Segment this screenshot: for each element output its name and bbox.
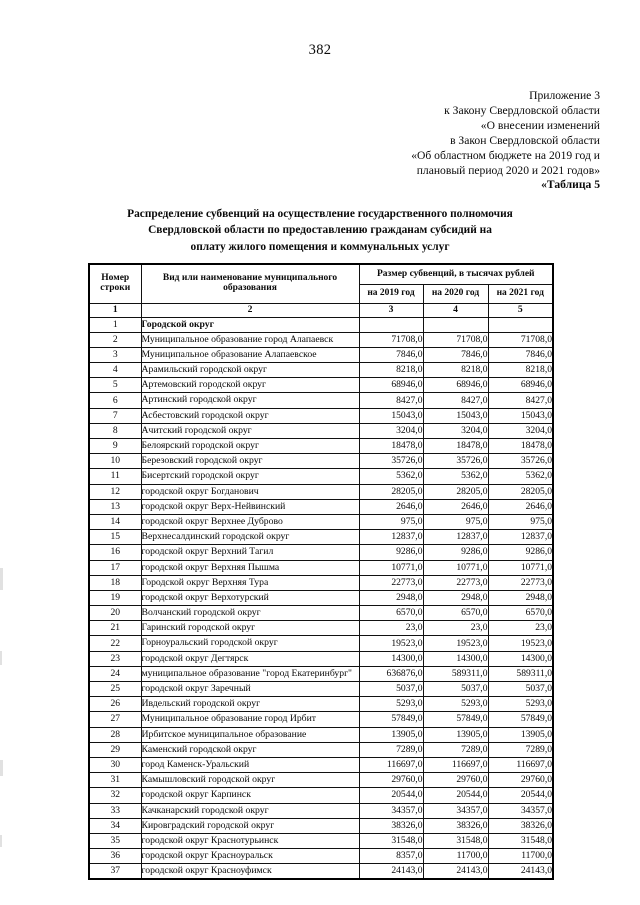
cell-municipality-name: Горноуральский городской округ xyxy=(141,636,359,651)
cell-municipality-name: город Каменск-Уральский xyxy=(141,757,359,772)
reference-line-3: «О внесении изменений xyxy=(480,119,600,133)
scan-artifact xyxy=(0,760,3,776)
cell-row-number: 12 xyxy=(89,484,141,499)
cell-amount-2019: 7289,0 xyxy=(359,742,423,757)
cell-amount-2021: 18478,0 xyxy=(488,439,553,454)
header-year-2021: на 2021 год xyxy=(488,285,553,304)
table-row xyxy=(89,712,553,727)
table-row xyxy=(89,514,553,529)
cell-municipality-name: Асбестовский городской округ xyxy=(141,408,359,423)
cell-municipality-name: городской округ Краснотурьинск xyxy=(141,833,359,848)
cell-amount-2019: 6570,0 xyxy=(359,606,423,621)
cell-amount-2019: 15043,0 xyxy=(359,408,423,423)
cell-amount-2021: 34357,0 xyxy=(488,803,553,818)
cell-amount-2020: 57849,0 xyxy=(423,712,488,727)
cell-amount-2020: 5362,0 xyxy=(423,469,488,484)
header-row-number xyxy=(89,264,141,304)
table-row xyxy=(89,590,553,605)
column-number-1: 1 xyxy=(89,304,141,318)
cell-amount-2019: 29760,0 xyxy=(359,773,423,788)
cell-municipality-name: Муниципальное образование город Алапаевск xyxy=(141,332,359,347)
cell-municipality-name: городской округ Верхний Тагил xyxy=(141,545,359,560)
cell-amount-2020: 3204,0 xyxy=(423,423,488,438)
cell-row-number: 30 xyxy=(89,757,141,772)
cell-amount-2021: 10771,0 xyxy=(488,560,553,575)
cell-amount-2020: 116697,0 xyxy=(423,757,488,772)
reference-line-5: «Об областном бюджете на 2019 год и xyxy=(411,149,600,163)
table-row xyxy=(89,408,553,423)
scan-artifact xyxy=(0,568,3,590)
cell-amount-2019: 28205,0 xyxy=(359,484,423,499)
cell-row-number: 16 xyxy=(89,545,141,560)
cell-row-number: 15 xyxy=(89,530,141,545)
cell-amount-2020: 8427,0 xyxy=(423,393,488,408)
cell-municipality-name: Ивдельский городской округ xyxy=(141,697,359,712)
cell-row-number: 25 xyxy=(89,682,141,697)
cell-amount-2021: 15043,0 xyxy=(488,408,553,423)
column-number-row xyxy=(89,304,553,318)
cell-amount-2021: 38326,0 xyxy=(488,818,553,833)
table-row xyxy=(89,378,553,393)
table-row xyxy=(89,803,553,818)
reference-block xyxy=(270,88,600,179)
cell-amount-2019: 35726,0 xyxy=(359,454,423,469)
cell-municipality-name: городской округ Верхняя Пышма xyxy=(141,560,359,575)
cell-amount-2021: 68946,0 xyxy=(488,378,553,393)
cell-amount-2021: 12837,0 xyxy=(488,530,553,545)
cell-amount-2021: 5293,0 xyxy=(488,697,553,712)
cell-municipality-name: городской округ Богданович xyxy=(141,484,359,499)
cell-amount-2021: 2948,0 xyxy=(488,590,553,605)
cell-row-number: 22 xyxy=(89,636,141,651)
cell-amount-2019: 23,0 xyxy=(359,621,423,636)
cell-municipality-name: муниципальное образование "город Екатеринбург" xyxy=(141,666,359,681)
cell-amount-2019: 14300,0 xyxy=(359,651,423,666)
table-row xyxy=(89,575,553,590)
table-row xyxy=(89,666,553,681)
cell-amount-2020: 38326,0 xyxy=(423,818,488,833)
table-row xyxy=(89,849,553,864)
cell-row-number: 19 xyxy=(89,590,141,605)
cell-amount-2019: 68946,0 xyxy=(359,378,423,393)
reference-line-6: плановый период 2020 и 2021 годов» xyxy=(416,164,600,178)
cell-amount-2019: 24143,0 xyxy=(359,864,423,880)
table-row xyxy=(89,773,553,788)
header-name-l1: Вид или наименование муниципального xyxy=(162,273,338,284)
cell-municipality-name: Кировградский городской округ xyxy=(141,818,359,833)
cell-amount-2021: 29760,0 xyxy=(488,773,553,788)
header-year-2019: на 2019 год xyxy=(359,285,423,304)
cell-municipality-name: Качканарский городской округ xyxy=(141,803,359,818)
cell-row-number: 29 xyxy=(89,742,141,757)
cell-row-number: 14 xyxy=(89,514,141,529)
cell-municipality-name: городской округ Верх-Нейвинский xyxy=(141,499,359,514)
cell-amount-2021: 7846,0 xyxy=(488,347,553,362)
cell-row-number: 1 xyxy=(89,317,141,332)
header-name xyxy=(141,264,359,304)
cell-row-number: 3 xyxy=(89,347,141,362)
cell-municipality-name: Арамильский городской округ xyxy=(141,363,359,378)
title-line-3: оплату жилого помещения и коммунальных услуг xyxy=(190,240,450,253)
cell-amount-2021: 6570,0 xyxy=(488,606,553,621)
title-line-2: Свердловской области по предоставлению гражданам субсидий на xyxy=(148,224,492,237)
cell-municipality-name: Ирбитское муниципальное образование xyxy=(141,727,359,742)
table-label: «Таблица 5 xyxy=(541,178,600,191)
column-number-2: 2 xyxy=(141,304,359,318)
cell-amount-2021: 57849,0 xyxy=(488,712,553,727)
cell-amount-2020: 14300,0 xyxy=(423,651,488,666)
page-title xyxy=(60,206,580,255)
cell-amount-2019: 5037,0 xyxy=(359,682,423,697)
table-row xyxy=(89,545,553,560)
cell-amount-2020: 20544,0 xyxy=(423,788,488,803)
cell-row-number: 4 xyxy=(89,363,141,378)
cell-amount-2019: 2948,0 xyxy=(359,590,423,605)
cell-row-number: 10 xyxy=(89,454,141,469)
reference-line-2: к Закону Свердловской области xyxy=(444,104,600,118)
cell-row-number: 8 xyxy=(89,423,141,438)
header-amount-group: Размер субвенций, в тысячах рублей xyxy=(359,264,553,285)
cell-amount-2019: 57849,0 xyxy=(359,712,423,727)
cell-amount-2021: 24143,0 xyxy=(488,864,553,880)
table-row xyxy=(89,833,553,848)
cell-municipality-name: Городской округ Верхняя Тура xyxy=(141,575,359,590)
table-row xyxy=(89,697,553,712)
cell-amount-2019: 5293,0 xyxy=(359,697,423,712)
cell-amount-2020: 22773,0 xyxy=(423,575,488,590)
cell-amount-2019 xyxy=(359,317,423,332)
table-row xyxy=(89,469,553,484)
cell-amount-2020: 31548,0 xyxy=(423,833,488,848)
cell-amount-2021: 71708,0 xyxy=(488,332,553,347)
cell-amount-2019: 8427,0 xyxy=(359,393,423,408)
cell-amount-2020: 11700,0 xyxy=(423,849,488,864)
cell-amount-2020: 589311,0 xyxy=(423,666,488,681)
table-row xyxy=(89,317,553,332)
cell-municipality-name: городской округ Верхнее Дуброво xyxy=(141,514,359,529)
subventions-table-wrap xyxy=(88,263,552,880)
cell-row-number: 21 xyxy=(89,621,141,636)
cell-amount-2019: 7846,0 xyxy=(359,347,423,362)
header-row-number-l1: Номер xyxy=(101,273,130,284)
cell-amount-2020: 19523,0 xyxy=(423,636,488,651)
table-row xyxy=(89,818,553,833)
cell-row-number: 17 xyxy=(89,560,141,575)
cell-row-number: 33 xyxy=(89,803,141,818)
cell-amount-2019: 5362,0 xyxy=(359,469,423,484)
cell-row-number: 24 xyxy=(89,666,141,681)
reference-line-1: Приложение 3 xyxy=(529,89,600,102)
cell-amount-2020: 12837,0 xyxy=(423,530,488,545)
table-row xyxy=(89,560,553,575)
table-row xyxy=(89,757,553,772)
cell-row-number: 36 xyxy=(89,849,141,864)
cell-amount-2020: 975,0 xyxy=(423,514,488,529)
table-row xyxy=(89,439,553,454)
scan-artifact xyxy=(0,651,2,665)
cell-amount-2020: 2948,0 xyxy=(423,590,488,605)
cell-amount-2020: 34357,0 xyxy=(423,803,488,818)
table-row xyxy=(89,606,553,621)
cell-amount-2021: 5037,0 xyxy=(488,682,553,697)
cell-amount-2019: 975,0 xyxy=(359,514,423,529)
cell-amount-2020: 10771,0 xyxy=(423,560,488,575)
cell-amount-2021: 11700,0 xyxy=(488,849,553,864)
cell-amount-2021: 28205,0 xyxy=(488,484,553,499)
cell-row-number: 7 xyxy=(89,408,141,423)
cell-amount-2021: 9286,0 xyxy=(488,545,553,560)
cell-amount-2020: 13905,0 xyxy=(423,727,488,742)
table-row xyxy=(89,363,553,378)
cell-amount-2019: 636876,0 xyxy=(359,666,423,681)
cell-amount-2020: 15043,0 xyxy=(423,408,488,423)
cell-amount-2020: 35726,0 xyxy=(423,454,488,469)
cell-row-number: 2 xyxy=(89,332,141,347)
cell-municipality-name: Березовский городской округ xyxy=(141,454,359,469)
header-row-number-l2: строки xyxy=(100,283,131,293)
cell-row-number: 11 xyxy=(89,469,141,484)
cell-municipality-name: Верхнесалдинский городской округ xyxy=(141,530,359,545)
cell-amount-2019: 20544,0 xyxy=(359,788,423,803)
cell-amount-2019: 71708,0 xyxy=(359,332,423,347)
cell-amount-2019: 12837,0 xyxy=(359,530,423,545)
cell-amount-2019: 19523,0 xyxy=(359,636,423,651)
table-row xyxy=(89,682,553,697)
cell-municipality-name: Муниципальное образование город Ирбит xyxy=(141,712,359,727)
column-number-5: 5 xyxy=(488,304,553,318)
scan-artifact xyxy=(0,835,2,847)
table-row xyxy=(89,788,553,803)
table-row xyxy=(89,347,553,362)
cell-amount-2020: 71708,0 xyxy=(423,332,488,347)
cell-amount-2020: 8218,0 xyxy=(423,363,488,378)
table-body xyxy=(89,317,553,879)
cell-amount-2019: 8218,0 xyxy=(359,363,423,378)
cell-amount-2021: 5362,0 xyxy=(488,469,553,484)
cell-amount-2019: 3204,0 xyxy=(359,423,423,438)
cell-amount-2021: 8427,0 xyxy=(488,393,553,408)
cell-amount-2020: 23,0 xyxy=(423,621,488,636)
cell-amount-2019: 10771,0 xyxy=(359,560,423,575)
table-row xyxy=(89,651,553,666)
table-row xyxy=(89,742,553,757)
table-row xyxy=(89,621,553,636)
table-row xyxy=(89,393,553,408)
cell-municipality-name: городской округ Красноуфимск xyxy=(141,864,359,880)
cell-amount-2020: 24143,0 xyxy=(423,864,488,880)
cell-amount-2021: 23,0 xyxy=(488,621,553,636)
cell-amount-2021: 14300,0 xyxy=(488,651,553,666)
cell-row-number: 34 xyxy=(89,818,141,833)
cell-municipality-name: Бисертский городской округ xyxy=(141,469,359,484)
cell-municipality-name: городской округ Заречный xyxy=(141,682,359,697)
table-row xyxy=(89,636,553,651)
cell-amount-2021: 31548,0 xyxy=(488,833,553,848)
cell-amount-2019: 22773,0 xyxy=(359,575,423,590)
cell-amount-2020: 5293,0 xyxy=(423,697,488,712)
cell-amount-2020: 18478,0 xyxy=(423,439,488,454)
cell-amount-2020: 28205,0 xyxy=(423,484,488,499)
cell-municipality-name: Гаринский городской округ xyxy=(141,621,359,636)
cell-row-number: 20 xyxy=(89,606,141,621)
cell-municipality-name: Ачитский городской округ xyxy=(141,423,359,438)
header-year-2020: на 2020 год xyxy=(423,285,488,304)
cell-amount-2020 xyxy=(423,317,488,332)
table-row xyxy=(89,484,553,499)
table-row xyxy=(89,332,553,347)
cell-amount-2021: 589311,0 xyxy=(488,666,553,681)
cell-row-number: 6 xyxy=(89,393,141,408)
cell-amount-2019: 13905,0 xyxy=(359,727,423,742)
cell-municipality-name: Артемовский городской округ xyxy=(141,378,359,393)
subventions-table xyxy=(88,263,554,880)
header-name-l2: образования xyxy=(223,283,277,293)
cell-municipality-name: городской округ Карпинск xyxy=(141,788,359,803)
cell-amount-2021: 19523,0 xyxy=(488,636,553,651)
table-row xyxy=(89,423,553,438)
cell-municipality-name: городской округ Дегтярск xyxy=(141,651,359,666)
cell-amount-2020: 29760,0 xyxy=(423,773,488,788)
cell-municipality-name: Белоярский городской округ xyxy=(141,439,359,454)
cell-amount-2020: 9286,0 xyxy=(423,545,488,560)
cell-amount-2021 xyxy=(488,317,553,332)
cell-amount-2021: 35726,0 xyxy=(488,454,553,469)
cell-amount-2020: 5037,0 xyxy=(423,682,488,697)
cell-row-number: 9 xyxy=(89,439,141,454)
cell-municipality-name: Артинский городской округ xyxy=(141,393,359,408)
cell-amount-2019: 38326,0 xyxy=(359,818,423,833)
cell-amount-2019: 8357,0 xyxy=(359,849,423,864)
cell-amount-2021: 20544,0 xyxy=(488,788,553,803)
cell-amount-2020: 2646,0 xyxy=(423,499,488,514)
cell-municipality-name: Волчанский городской округ xyxy=(141,606,359,621)
cell-amount-2021: 975,0 xyxy=(488,514,553,529)
cell-municipality-name: Муниципальное образование Алапаевское xyxy=(141,347,359,362)
cell-municipality-name: городской округ Красноуральск xyxy=(141,849,359,864)
cell-row-number: 32 xyxy=(89,788,141,803)
cell-row-number: 5 xyxy=(89,378,141,393)
cell-row-number: 31 xyxy=(89,773,141,788)
cell-row-number: 13 xyxy=(89,499,141,514)
table-row xyxy=(89,530,553,545)
cell-amount-2021: 3204,0 xyxy=(488,423,553,438)
cell-row-number: 37 xyxy=(89,864,141,880)
cell-amount-2021: 22773,0 xyxy=(488,575,553,590)
cell-municipality-name: Каменский городской округ xyxy=(141,742,359,757)
cell-row-number: 26 xyxy=(89,697,141,712)
cell-amount-2019: 9286,0 xyxy=(359,545,423,560)
cell-municipality-name: городской округ Верхотурский xyxy=(141,590,359,605)
table-row xyxy=(89,454,553,469)
cell-amount-2020: 68946,0 xyxy=(423,378,488,393)
cell-row-number: 28 xyxy=(89,727,141,742)
cell-municipality-name: Камышловский городской округ xyxy=(141,773,359,788)
cell-amount-2021: 116697,0 xyxy=(488,757,553,772)
cell-amount-2019: 18478,0 xyxy=(359,439,423,454)
cell-row-number: 23 xyxy=(89,651,141,666)
column-number-4: 4 xyxy=(423,304,488,318)
table-row xyxy=(89,727,553,742)
title-line-1: Распределение субвенций на осуществление государственного полномочия xyxy=(127,208,513,220)
cell-amount-2020: 7289,0 xyxy=(423,742,488,757)
column-number-3: 3 xyxy=(359,304,423,318)
cell-amount-2019: 31548,0 xyxy=(359,833,423,848)
table-row xyxy=(89,864,553,880)
cell-row-number: 27 xyxy=(89,712,141,727)
table-head xyxy=(89,264,553,317)
cell-row-number: 18 xyxy=(89,575,141,590)
cell-amount-2019: 116697,0 xyxy=(359,757,423,772)
cell-amount-2021: 13905,0 xyxy=(488,727,553,742)
reference-line-4: в Закон Свердловской области xyxy=(450,134,600,148)
cell-amount-2020: 6570,0 xyxy=(423,606,488,621)
cell-amount-2021: 7289,0 xyxy=(488,742,553,757)
cell-row-number: 35 xyxy=(89,833,141,848)
cell-amount-2021: 2646,0 xyxy=(488,499,553,514)
table-row xyxy=(89,499,553,514)
cell-amount-2019: 34357,0 xyxy=(359,803,423,818)
cell-amount-2019: 2646,0 xyxy=(359,499,423,514)
cell-amount-2020: 7846,0 xyxy=(423,347,488,362)
cell-municipality-name: Городской округ xyxy=(141,317,359,332)
page-number: 382 xyxy=(308,42,332,58)
cell-amount-2021: 8218,0 xyxy=(488,363,553,378)
